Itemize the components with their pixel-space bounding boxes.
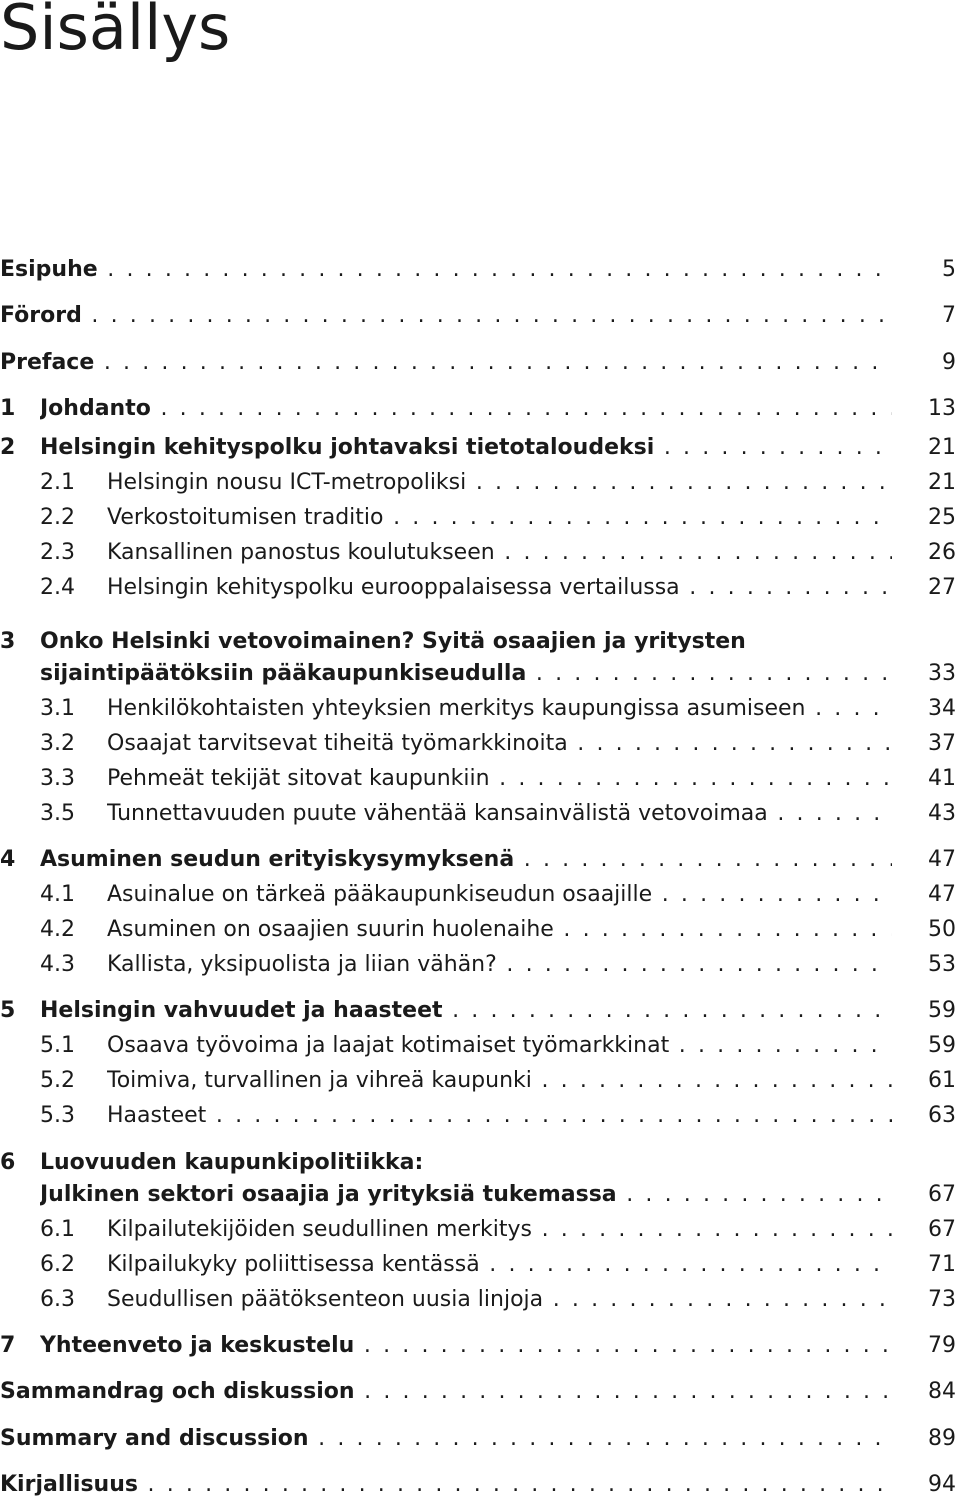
toc-entry-page: 9	[942, 350, 956, 375]
toc-entry	[0, 844, 960, 876]
toc-entry	[0, 763, 960, 795]
toc-entry-title: Helsingin kehityspolku johtavaksi tietotaloudeksi . . .	[40, 432, 892, 464]
toc-entry-number: 3.1	[40, 696, 75, 721]
toc-entry-number: 2	[0, 435, 16, 460]
toc-entry-title: Henkilökohtaisten yhteyksien merkitys kaupungissa asumiseen . . .	[107, 693, 892, 725]
toc-entry-number: 6.1	[40, 1217, 75, 1242]
toc-entry	[0, 347, 960, 379]
toc-entry-title: Julkinen sektori osaajia ja yrityksiä tukemassa . . .	[40, 1179, 892, 1211]
toc-entry-number: 4.2	[40, 917, 75, 942]
toc-entry-page: 13	[928, 396, 956, 421]
toc-entry-title: Helsingin nousu ICT-metropoliksi . . .	[107, 467, 892, 499]
toc-entry	[0, 879, 960, 911]
toc-entry-number: 1	[0, 396, 16, 421]
toc-entry-number: 2.3	[40, 540, 75, 565]
toc-entry	[0, 1469, 960, 1501]
toc-entry-number: 5.3	[40, 1103, 75, 1128]
toc-entry-title: Tunnettavuuden puute vähentää kansainvälistä vetovoimaa . . .	[107, 798, 892, 830]
toc-entry-number: 4	[0, 847, 16, 872]
toc-entry-number: 2.1	[40, 470, 75, 495]
toc-entry-title: Esipuhe . . .	[0, 254, 892, 286]
toc-entry-number: 5	[0, 998, 16, 1023]
toc-entry-number: 2.4	[40, 575, 75, 600]
toc-entry-page: 34	[928, 696, 956, 721]
toc-entry	[0, 1376, 960, 1408]
toc-entry-title: Förord . . .	[0, 300, 892, 332]
toc-entry-number: 3.5	[40, 801, 75, 826]
toc-entry-number: 4.1	[40, 882, 75, 907]
toc-entry-page: 5	[942, 257, 956, 282]
toc-entry-number: 6.2	[40, 1252, 75, 1277]
toc-entry	[0, 1330, 960, 1362]
toc-entry	[0, 1249, 960, 1281]
toc-entry-number: 3.3	[40, 766, 75, 791]
toc-entry	[0, 728, 960, 760]
toc-entry	[0, 995, 960, 1027]
toc-entry	[0, 1147, 960, 1179]
toc-entry-page: 67	[928, 1217, 956, 1242]
page-title: Sisällys	[0, 0, 231, 64]
toc-entry-title: Kirjallisuus . . .	[0, 1469, 892, 1501]
toc-entry-page: 7	[942, 303, 956, 328]
toc-entry-page: 61	[928, 1068, 956, 1093]
toc-entry-page: 47	[928, 847, 956, 872]
toc-entry	[0, 949, 960, 981]
toc-entry-number: 5.1	[40, 1033, 75, 1058]
toc-entry-title: Haasteet . . .	[107, 1100, 892, 1132]
toc-entry	[0, 537, 960, 569]
toc-entry	[0, 1179, 960, 1211]
toc-entry-title: Summary and discussion . . .	[0, 1423, 892, 1455]
toc-entry	[0, 393, 960, 425]
toc-entry	[0, 626, 960, 658]
toc-entry-title: Kilpailutekijöiden seudullinen merkitys . . .	[107, 1214, 892, 1246]
toc-entry	[0, 693, 960, 725]
toc-entry-title: Sammandrag och diskussion . . .	[0, 1376, 892, 1408]
toc-entry-title: Asuminen on osaajien suurin huolenaihe . . .	[107, 914, 892, 946]
toc-entry-number: 6.3	[40, 1287, 75, 1312]
toc-entry-title: Asuinalue on tärkeä pääkaupunkiseudun osaajille . . .	[107, 879, 892, 911]
toc-entry-page: 25	[928, 505, 956, 530]
toc-entry	[0, 1423, 960, 1455]
toc-entry-page: 59	[928, 1033, 956, 1058]
toc-entry	[0, 914, 960, 946]
toc-entry-page: 73	[928, 1287, 956, 1312]
toc-entry-page: 63	[928, 1103, 956, 1128]
toc-entry	[0, 254, 960, 286]
toc-entry	[0, 658, 960, 690]
toc-entry-page: 37	[928, 731, 956, 756]
toc-entry	[0, 1100, 960, 1132]
toc-entry-title: Johdanto . . .	[40, 393, 892, 425]
toc-entry-page: 43	[928, 801, 956, 826]
toc-entry	[0, 1065, 960, 1097]
toc-entry-title: Asuminen seudun erityiskysymyksenä . . .	[40, 844, 892, 876]
toc-entry-page: 33	[928, 661, 956, 686]
toc-entry-page: 47	[928, 882, 956, 907]
toc-entry	[0, 467, 960, 499]
toc-entry-page: 21	[928, 470, 956, 495]
toc-entry	[0, 572, 960, 604]
toc-entry-page: 50	[928, 917, 956, 942]
toc-entry-title: Osaajat tarvitsevat tiheitä työmarkkinoita . . .	[107, 728, 892, 760]
toc-entry-title: Helsingin kehityspolku eurooppalaisessa vertailussa . . .	[107, 572, 892, 604]
toc-entry-title: Yhteenveto ja keskustelu . . .	[40, 1330, 892, 1362]
toc-entry-page: 67	[928, 1182, 956, 1207]
toc-entry-number: 3.2	[40, 731, 75, 756]
toc-entry-title: Luovuuden kaupunkipolitiikka:	[40, 1150, 424, 1175]
toc-entry	[0, 502, 960, 534]
toc-entry-page: 79	[928, 1333, 956, 1358]
toc-entry-page: 41	[928, 766, 956, 791]
toc-entry-page: 27	[928, 575, 956, 600]
toc-entry	[0, 1030, 960, 1062]
toc-entry-title: Toimiva, turvallinen ja vihreä kaupunki . . .	[107, 1065, 892, 1097]
toc-entry-page: 26	[928, 540, 956, 565]
toc-entry-title: Kansallinen panostus koulutukseen . . .	[107, 537, 892, 569]
toc-entry-title: Onko Helsinki vetovoimainen? Syitä osaajien ja yritysten	[40, 629, 746, 654]
toc-entry-title: sijaintipäätöksiin pääkaupunkiseudulla . . .	[40, 658, 892, 690]
toc-entry-title: Verkostoitumisen traditio . . .	[107, 502, 892, 534]
toc-entry-number: 2.2	[40, 505, 75, 530]
toc-entry-page: 89	[928, 1426, 956, 1451]
toc-entry-title: Kilpailukyky poliittisessa kentässä . . .	[107, 1249, 892, 1281]
toc-entry-page: 59	[928, 998, 956, 1023]
toc-entry-number: 4.3	[40, 952, 75, 977]
toc-entry	[0, 432, 960, 464]
toc-entry	[0, 1214, 960, 1246]
toc-entry	[0, 1284, 960, 1316]
toc-entry-number: 7	[0, 1333, 16, 1358]
toc-entry	[0, 798, 960, 830]
toc-entry-page: 53	[928, 952, 956, 977]
toc-entry-number: 3	[0, 629, 16, 654]
toc-entry-number: 6	[0, 1150, 16, 1175]
toc-entry-page: 94	[928, 1472, 956, 1497]
toc-entry-title: Kallista, yksipuolista ja liian vähän? . . .	[107, 949, 892, 981]
toc-entry-title: Pehmeät tekijät sitovat kaupunkiin . . .	[107, 763, 892, 795]
toc-entry-page: 21	[928, 435, 956, 460]
toc-entry-page: 84	[928, 1379, 956, 1404]
toc-entry-title: Preface . . .	[0, 347, 892, 379]
toc-entry-title: Seudullisen päätöksenteon uusia linjoja . . .	[107, 1284, 892, 1316]
toc-entry-page: 71	[928, 1252, 956, 1277]
toc-entry-title: Osaava työvoima ja laajat kotimaiset työmarkkinat . . .	[107, 1030, 892, 1062]
toc-entry-title: Helsingin vahvuudet ja haasteet . . .	[40, 995, 892, 1027]
toc-entry-number: 5.2	[40, 1068, 75, 1093]
toc-entry	[0, 300, 960, 332]
